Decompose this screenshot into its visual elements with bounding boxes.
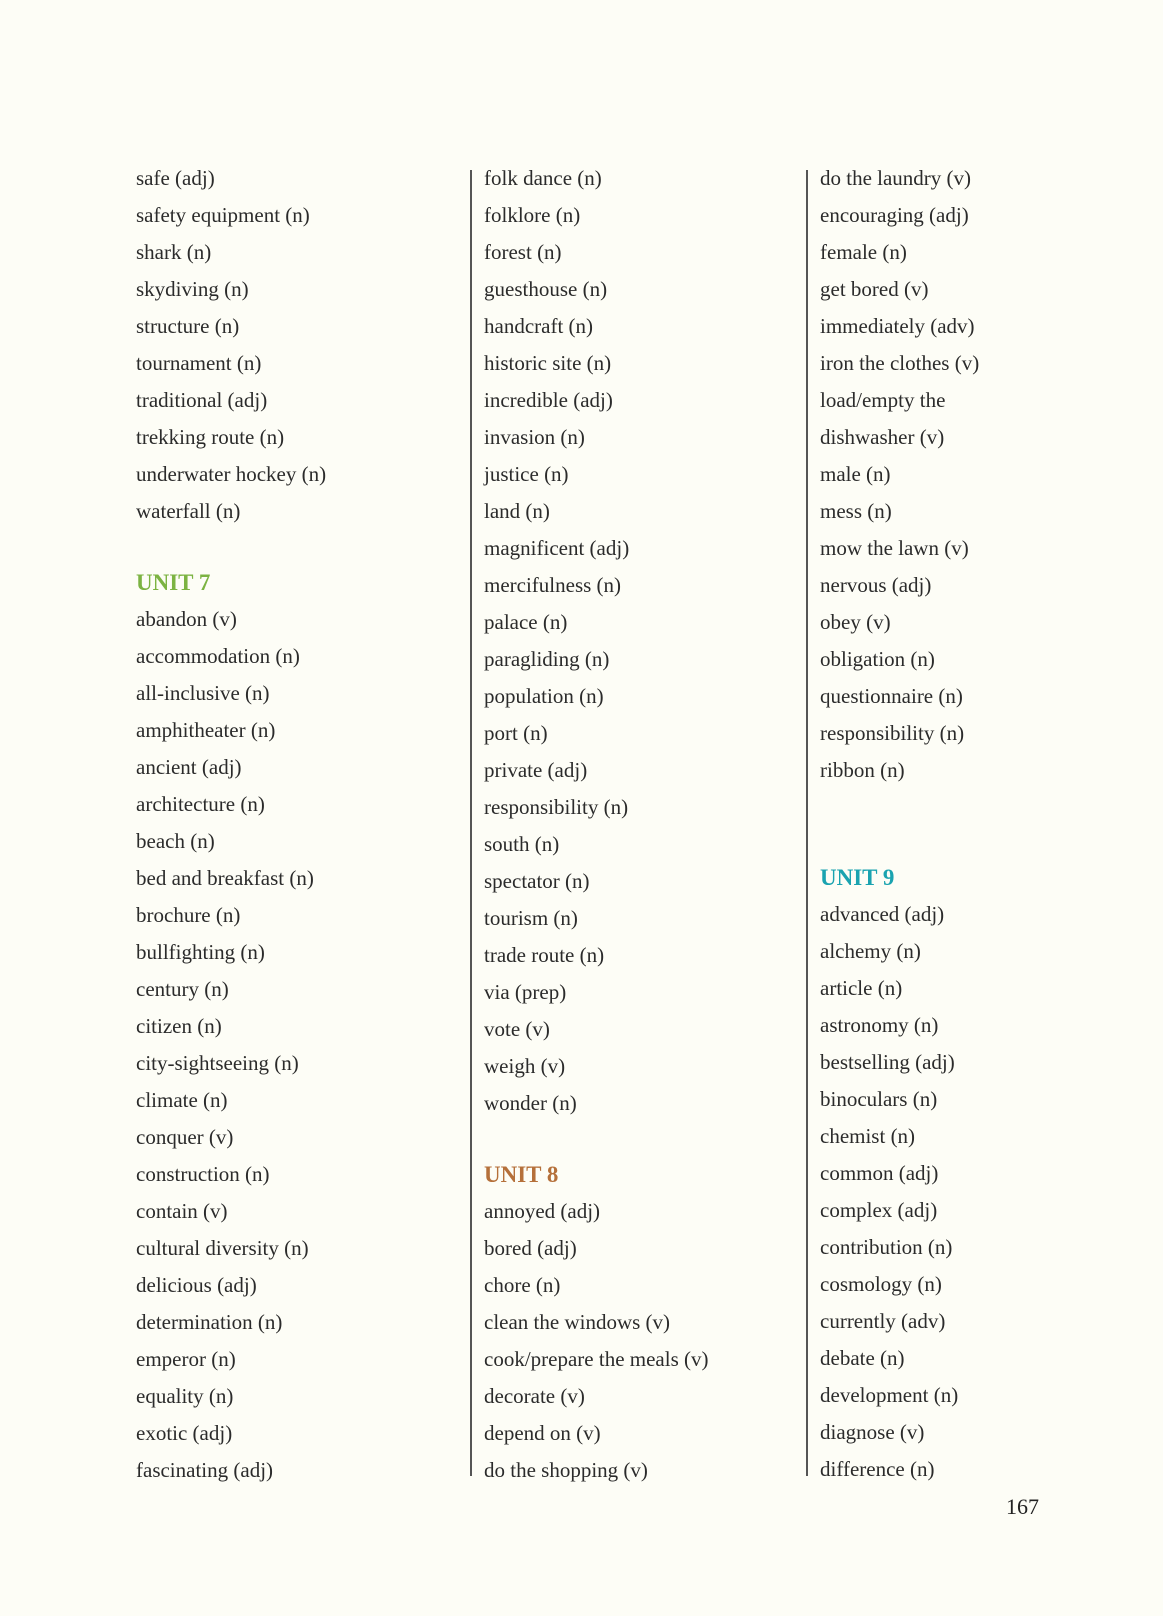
vocab-entry: difference (n) bbox=[820, 1457, 935, 1481]
vocab-entry: do the laundry (v) bbox=[820, 166, 972, 190]
vocab-entry: citizen (n) bbox=[136, 1014, 222, 1038]
vocab-entry: trekking route (n) bbox=[136, 425, 285, 449]
unit-7-heading: UNIT 7 bbox=[136, 570, 211, 595]
vocab-entry: city-sightseeing (n) bbox=[136, 1051, 299, 1075]
column-1 bbox=[136, 160, 436, 1489]
vocab-entry: iron the clothes (v) bbox=[820, 351, 980, 375]
vocab-entry: responsibility (n) bbox=[484, 795, 629, 819]
vocab-entry: astronomy (n) bbox=[820, 1013, 939, 1037]
vocab-entry: accommodation (n) bbox=[136, 644, 300, 668]
vocab-entry: obligation (n) bbox=[820, 647, 935, 671]
vocab-entry: weigh (v) bbox=[484, 1054, 566, 1078]
page-number: 167 bbox=[1006, 1494, 1039, 1519]
vocab-entry: get bored (v) bbox=[820, 277, 929, 301]
spacer bbox=[820, 789, 1120, 859]
column-2 bbox=[484, 160, 784, 1489]
vocab-entry: trade route (n) bbox=[484, 943, 605, 967]
vocab-entry: tourism (n) bbox=[484, 906, 578, 930]
col2-pre-list bbox=[484, 160, 784, 1122]
vocab-entry: common (adj) bbox=[820, 1161, 939, 1185]
vocab-entry: safe (adj) bbox=[136, 166, 215, 190]
vocab-entry: exotic (adj) bbox=[136, 1421, 233, 1445]
vocab-entry: bestselling (adj) bbox=[820, 1050, 955, 1074]
vocab-entry: structure (n) bbox=[136, 314, 240, 338]
vocab-entry: shark (n) bbox=[136, 240, 212, 264]
column-divider-1 bbox=[470, 170, 472, 1476]
vocab-entry: bullfighting (n) bbox=[136, 940, 265, 964]
vocab-entry: cultural diversity (n) bbox=[136, 1236, 309, 1260]
vocab-entry: questionnaire (n) bbox=[820, 684, 963, 708]
vocab-entry: amphitheater (n) bbox=[136, 718, 276, 742]
vocab-entry: alchemy (n) bbox=[820, 939, 921, 963]
vocab-entry: decorate (v) bbox=[484, 1384, 585, 1408]
vocab-entry: chore (n) bbox=[484, 1273, 561, 1297]
vocab-entry: wonder (n) bbox=[484, 1091, 577, 1115]
unit-8-list bbox=[484, 1193, 784, 1489]
vocab-entry: cosmology (n) bbox=[820, 1272, 942, 1296]
vocab-entry: diagnose (v) bbox=[820, 1420, 925, 1444]
vocab-entry: invasion (n) bbox=[484, 425, 585, 449]
vocab-entry: south (n) bbox=[484, 832, 560, 856]
vocab-entry: skydiving (n) bbox=[136, 277, 249, 301]
vocab-entry: paragliding (n) bbox=[484, 647, 610, 671]
vocab-entry: vote (v) bbox=[484, 1017, 550, 1041]
spacer bbox=[136, 530, 436, 564]
vocab-entry: justice (n) bbox=[484, 462, 569, 486]
vocab-entry: contribution (n) bbox=[820, 1235, 953, 1259]
vocab-entry: conquer (v) bbox=[136, 1125, 234, 1149]
vocab-entry: complex (adj) bbox=[820, 1198, 938, 1222]
vocab-entry: port (n) bbox=[484, 721, 548, 745]
vocab-entry: century (n) bbox=[136, 977, 229, 1001]
spacer bbox=[484, 1122, 784, 1156]
vocab-entry: chemist (n) bbox=[820, 1124, 916, 1148]
vocab-entry: fascinating (adj) bbox=[136, 1458, 274, 1482]
vocab-entry: immediately (adv) bbox=[820, 314, 975, 338]
unit-9-heading: UNIT 9 bbox=[820, 865, 895, 890]
vocab-entry: mow the lawn (v) bbox=[820, 536, 969, 560]
vocab-entry: female (n) bbox=[820, 240, 907, 264]
vocab-entry: handcraft (n) bbox=[484, 314, 594, 338]
vocab-entry: dishwasher (v) bbox=[820, 425, 945, 449]
vocab-entry: via (prep) bbox=[484, 980, 567, 1004]
vocab-entry: male (n) bbox=[820, 462, 891, 486]
vocab-entry: forest (n) bbox=[484, 240, 562, 264]
vocab-entry: spectator (n) bbox=[484, 869, 590, 893]
vocab-entry: obey (v) bbox=[820, 610, 891, 634]
vocab-entry: binoculars (n) bbox=[820, 1087, 938, 1111]
vocab-entry: palace (n) bbox=[484, 610, 568, 634]
unit-9-list bbox=[820, 896, 1120, 1488]
vocab-entry: equality (n) bbox=[136, 1384, 234, 1408]
vocab-entry: delicious (adj) bbox=[136, 1273, 257, 1297]
vocab-entry: brochure (n) bbox=[136, 903, 241, 927]
vocab-entry: guesthouse (n) bbox=[484, 277, 608, 301]
vocab-entry: abandon (v) bbox=[136, 607, 237, 631]
vocab-entry: underwater hockey (n) bbox=[136, 462, 327, 486]
vocab-entry: contain (v) bbox=[136, 1199, 228, 1223]
vocab-entry: bored (adj) bbox=[484, 1236, 577, 1260]
vocab-entry: incredible (adj) bbox=[484, 388, 613, 412]
vocab-entry: construction (n) bbox=[136, 1162, 270, 1186]
vocab-entry: population (n) bbox=[484, 684, 604, 708]
vocab-entry: currently (adv) bbox=[820, 1309, 946, 1333]
vocab-entry: all-inclusive (n) bbox=[136, 681, 270, 705]
vocab-entry: mercifulness (n) bbox=[484, 573, 622, 597]
col3-pre-list bbox=[820, 160, 1120, 789]
vocab-entry: waterfall (n) bbox=[136, 499, 241, 523]
vocab-entry: cook/prepare the meals (v) bbox=[484, 1347, 709, 1371]
vocab-entry: historic site (n) bbox=[484, 351, 612, 375]
vocab-entry: private (adj) bbox=[484, 758, 588, 782]
vocab-entry: tournament (n) bbox=[136, 351, 262, 375]
vocab-entry: ancient (adj) bbox=[136, 755, 242, 779]
vocab-entry: magnificent (adj) bbox=[484, 536, 630, 560]
vocab-entry: mess (n) bbox=[820, 499, 892, 523]
vocab-entry: emperor (n) bbox=[136, 1347, 236, 1371]
vocab-entry: depend on (v) bbox=[484, 1421, 601, 1445]
vocab-entry: folk dance (n) bbox=[484, 166, 602, 190]
vocab-entry: debate (n) bbox=[820, 1346, 905, 1370]
unit-7-list bbox=[136, 601, 436, 1489]
vocab-entry: encouraging (adj) bbox=[820, 203, 969, 227]
vocab-entry: folklore (n) bbox=[484, 203, 581, 227]
vocab-entry: development (n) bbox=[820, 1383, 959, 1407]
vocab-entry: clean the windows (v) bbox=[484, 1310, 671, 1334]
vocab-entry: beach (n) bbox=[136, 829, 215, 853]
vocab-entry: bed and breakfast (n) bbox=[136, 866, 314, 890]
vocab-entry: responsibility (n) bbox=[820, 721, 965, 745]
vocab-entry: load/empty the bbox=[820, 388, 946, 412]
vocab-entry: ribbon (n) bbox=[820, 758, 905, 782]
vocab-entry: architecture (n) bbox=[136, 792, 265, 816]
col1-pre-list bbox=[136, 160, 436, 530]
vocab-entry: traditional (adj) bbox=[136, 388, 268, 412]
vocab-entry: do the shopping (v) bbox=[484, 1458, 648, 1482]
column-3 bbox=[820, 160, 1120, 1488]
vocab-entry: advanced (adj) bbox=[820, 902, 945, 926]
vocab-entry: article (n) bbox=[820, 976, 903, 1000]
vocab-entry: climate (n) bbox=[136, 1088, 228, 1112]
vocab-entry: determination (n) bbox=[136, 1310, 283, 1334]
vocab-entry: annoyed (adj) bbox=[484, 1199, 601, 1223]
unit-8-heading: UNIT 8 bbox=[484, 1162, 559, 1187]
vocab-entry: safety equipment (n) bbox=[136, 203, 310, 227]
vocab-entry: land (n) bbox=[484, 499, 550, 523]
column-divider-2 bbox=[806, 170, 808, 1476]
vocab-entry: nervous (adj) bbox=[820, 573, 932, 597]
